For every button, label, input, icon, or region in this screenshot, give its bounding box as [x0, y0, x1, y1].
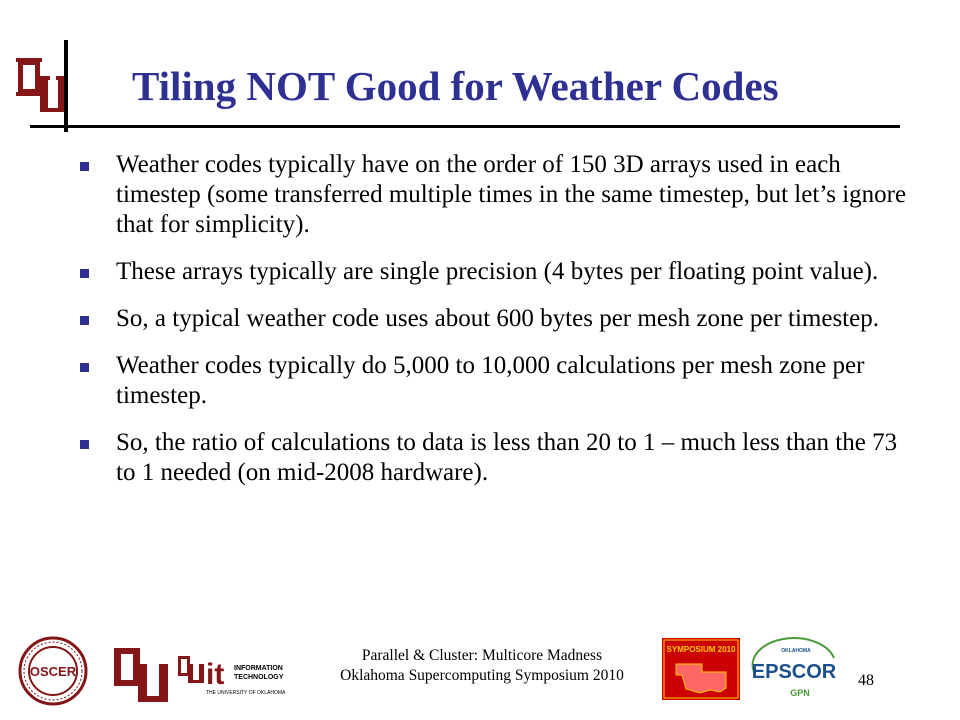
bullet-marker-icon — [80, 440, 89, 449]
symposium-2010-logo-icon — [662, 638, 740, 700]
bullet-item — [74, 257, 914, 287]
bullet-text: These arrays typically are single precision (4 bytes per floating point value). — [116, 258, 879, 285]
bullet-text: Weather codes typically have on the order of 150 3D arrays used in each timestep (some transferred multiple times in the same timestep, but let’s ignore that for simplicity). — [116, 151, 907, 238]
svg-text:SYMPOSIUM 2010: SYMPOSIUM 2010 — [666, 645, 736, 654]
bullet-item — [74, 428, 914, 488]
bullet-text: So, a typical weather code uses about 600 bytes per mesh zone per timestep. — [116, 305, 879, 332]
svg-text:it: it — [206, 658, 225, 691]
svg-text:EPSCOR: EPSCOR — [751, 661, 837, 683]
it-logo-icon — [176, 648, 286, 700]
bullet-item — [74, 150, 914, 240]
bullet-text: Weather codes typically do 5,000 to 10,000 calculations per mesh zone per timestep. — [116, 352, 865, 409]
footer-line-1: Parallel & Cluster: Multicore Madness — [361, 647, 603, 664]
bullet-item — [74, 351, 914, 411]
footer-line-2: Oklahoma Supercomputing Symposium 2010 — [340, 667, 624, 684]
title-underline — [30, 125, 900, 128]
svg-text:TECHNOLOGY: TECHNOLOGY — [234, 674, 284, 681]
crosshair-vertical-line — [64, 40, 68, 132]
epscor-logo-icon — [748, 642, 840, 702]
svg-text:GPN: GPN — [790, 688, 810, 698]
footer — [310, 646, 654, 686]
ou-footer-logo-icon — [110, 642, 174, 706]
page-number: 48 — [858, 672, 874, 689]
bullet-marker-icon — [80, 162, 89, 171]
bullet-marker-icon — [80, 316, 89, 325]
bullet-item — [74, 304, 914, 334]
oscer-logo-icon — [18, 636, 88, 706]
bullet-marker-icon — [80, 363, 89, 372]
svg-text:OKLAHOMA: OKLAHOMA — [781, 648, 811, 654]
svg-text:OSCER: OSCER — [29, 664, 77, 679]
bullet-list — [74, 150, 914, 505]
slide-title: Tiling NOT Good for Weather Codes — [132, 63, 779, 109]
svg-text:THE UNIVERSITY OF OKLAHOMA: THE UNIVERSITY OF OKLAHOMA — [206, 690, 286, 696]
bullet-text: So, the ratio of calculations to data is less than 20 to 1 – much less than the 73 to 1 needed (on mid-2008 hardware). — [116, 429, 898, 486]
ou-logo-icon — [14, 52, 66, 122]
bullet-marker-icon — [80, 269, 89, 278]
svg-text:INFORMATION: INFORMATION — [234, 665, 283, 672]
